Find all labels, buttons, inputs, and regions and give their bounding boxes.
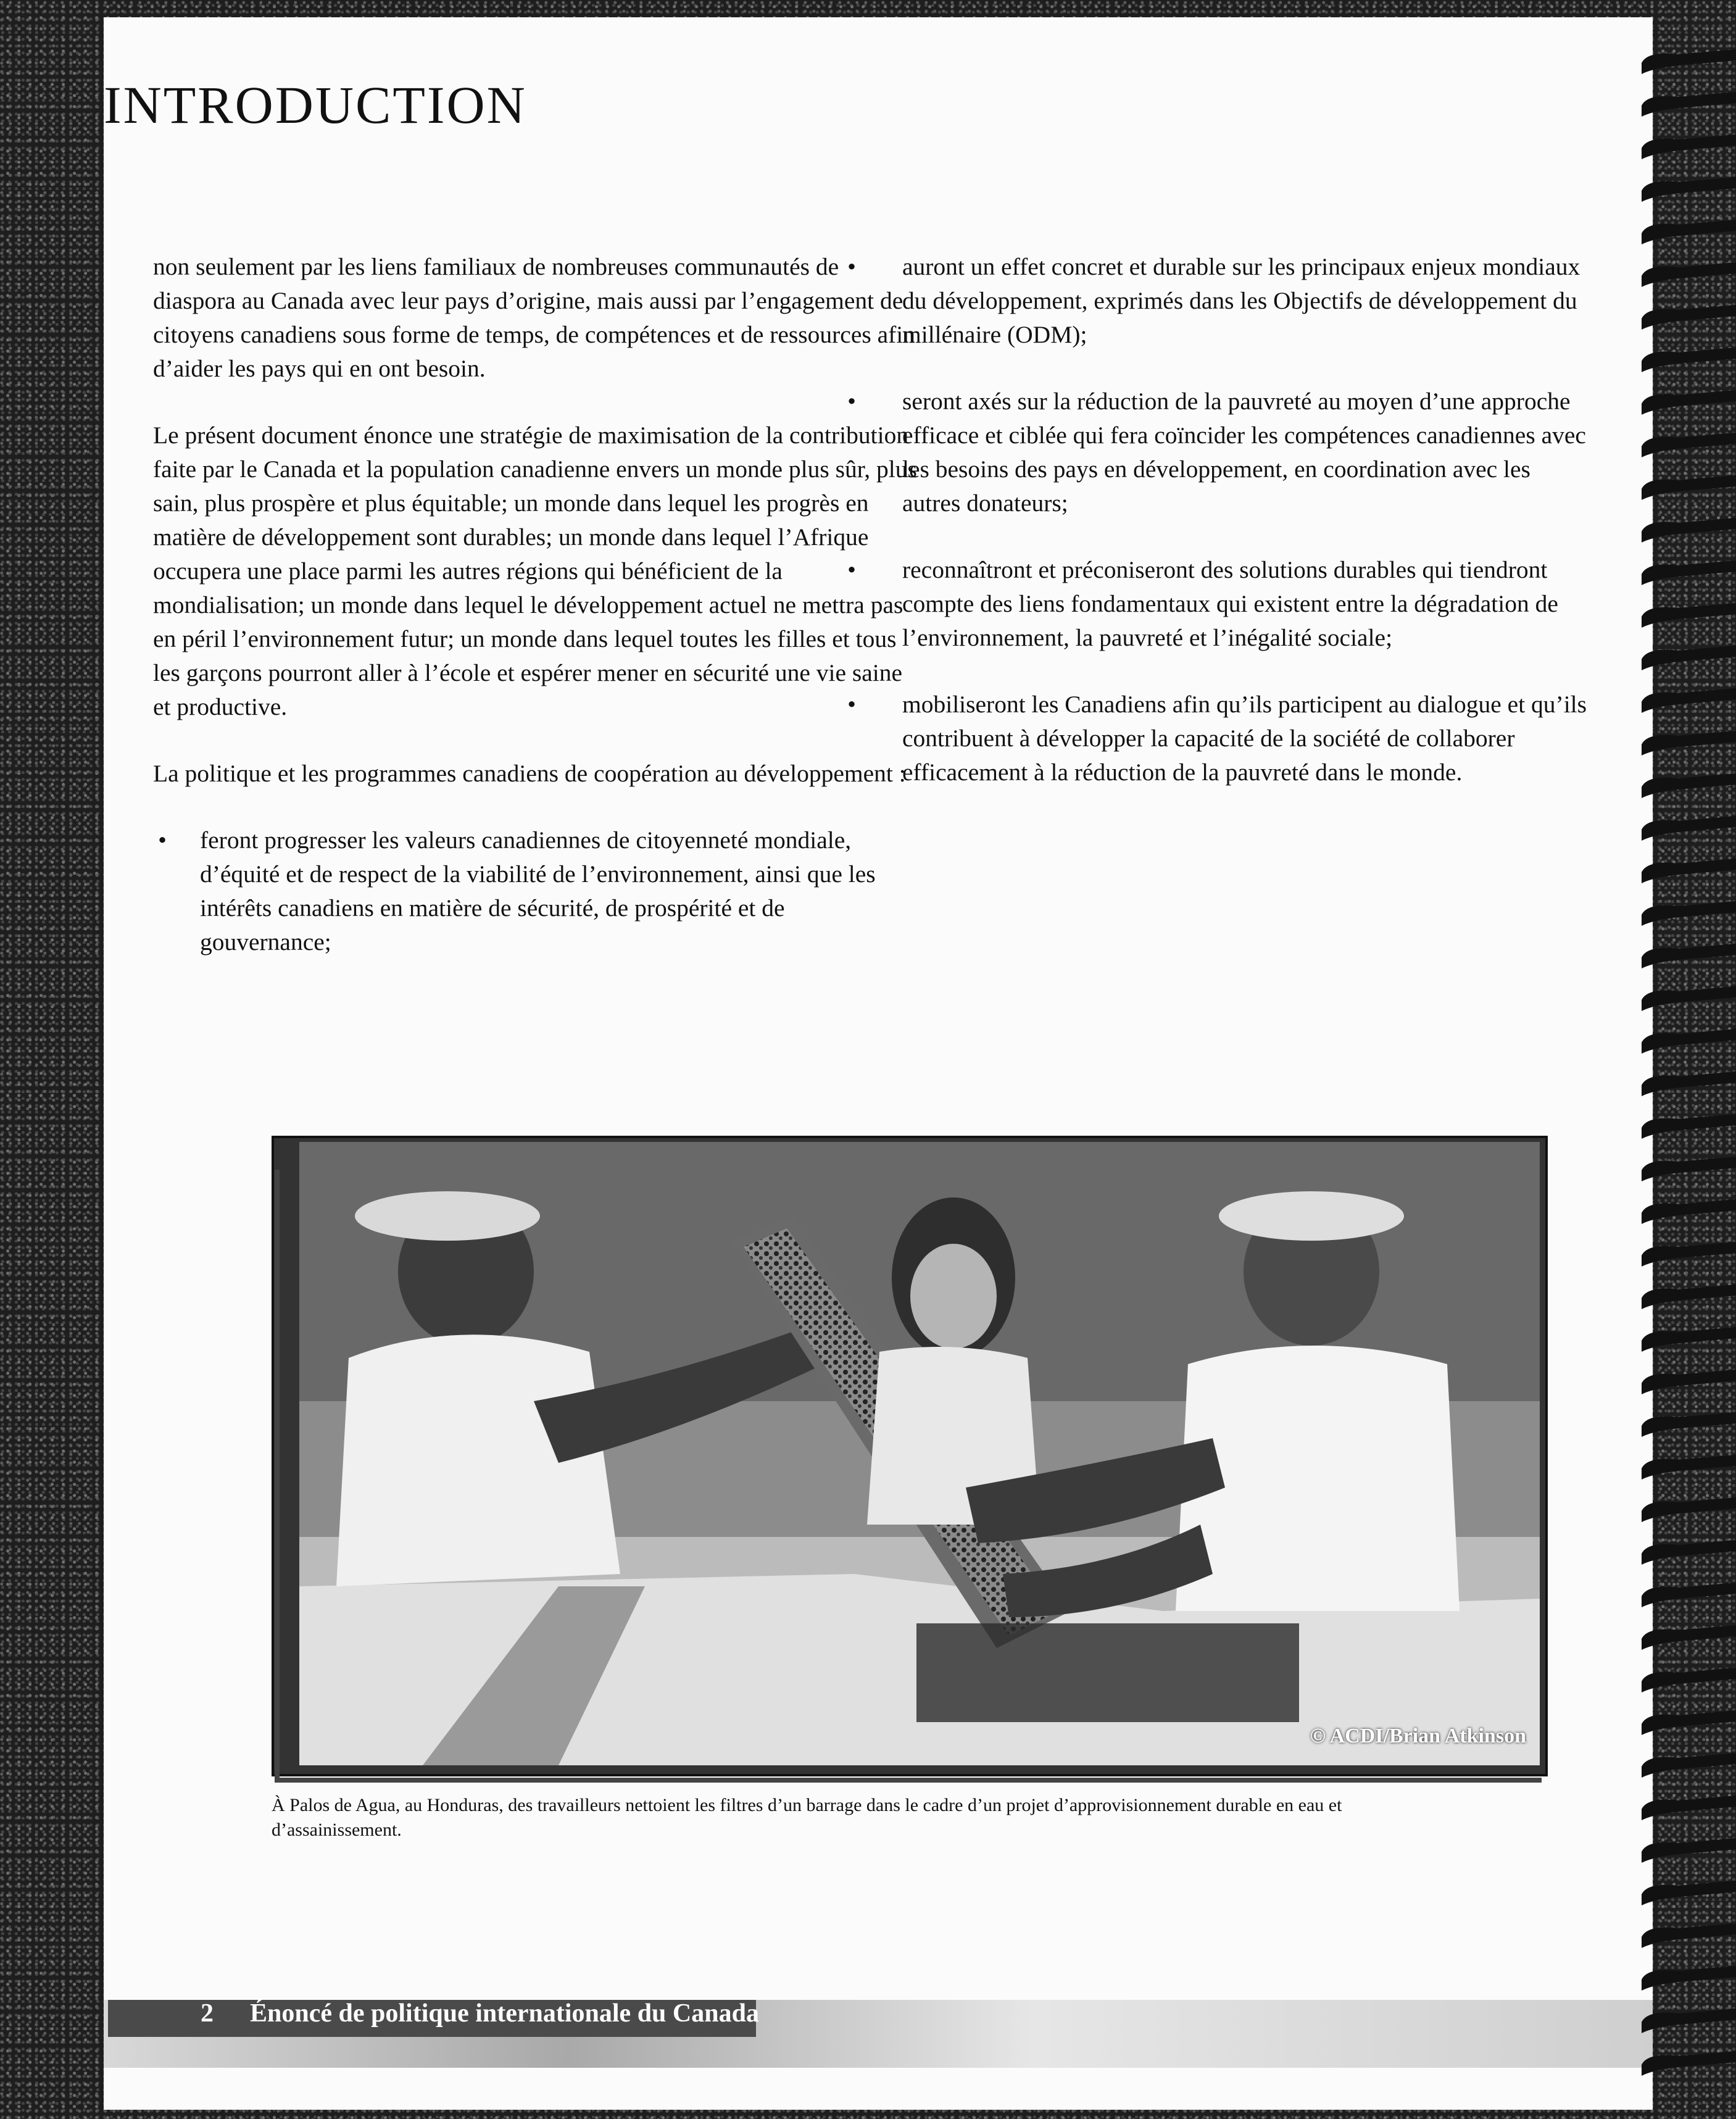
spiral-coil bbox=[1642, 1881, 1736, 1905]
photo-caption: À Palos de Agua, au Honduras, des travailleurs nettoient les filtres d’un barrage dans le cadre d’un projet d’approvisionnement durable en eau et d’assainissement. bbox=[272, 1795, 1342, 1840]
spiral-coil bbox=[1642, 1114, 1736, 1139]
spiral-coil bbox=[1642, 1966, 1736, 1991]
spiral-coil bbox=[1642, 1370, 1736, 1394]
list-item-text: feront progresser les valeurs canadiennes de citoyenneté mondiale, d’équité et de respect de la viabilité de l’environnement, ainsi que les intérêts canadiens en matière de sécurité, de prospérité et de gouvernance; bbox=[200, 826, 876, 955]
page-number: 2 bbox=[201, 1999, 214, 2028]
list-item bbox=[842, 385, 1589, 520]
photo-workers-cleaning-dam-filters bbox=[299, 1142, 1540, 1765]
spiral-coil bbox=[1642, 390, 1736, 415]
paragraph: La politique et les programmes canadiens de coopération au développement : bbox=[153, 760, 906, 787]
spiral-coil bbox=[1642, 1668, 1736, 1692]
spiral-coil bbox=[1642, 177, 1736, 202]
spiral-coil bbox=[1642, 1157, 1736, 1181]
photo-illustration bbox=[299, 1142, 1540, 1765]
list-item bbox=[842, 553, 1589, 655]
bullet-icon: • bbox=[847, 388, 856, 415]
spiral-coil bbox=[1642, 348, 1736, 372]
spiral-coil bbox=[1642, 49, 1736, 74]
spiral-coil bbox=[1642, 560, 1736, 585]
list-item bbox=[842, 250, 1589, 352]
paragraph: Le présent document énonce une stratégie de maximisation de la contribution faite par le Canada et la population canadienne envers un monde plus sûr, plus sain, plus prospère et plus équitable; un monde dans lequel les progrès en matière de développement sont durables; un monde dans lequel l’Afrique occupera une place parmi les autres régions qui bénéficient de la mondialisation; un monde dans lequel le développement actuel ne mettra pas en péril l’environnement futur; un monde dans lequel toutes les filles et tous les garçons pourront aller à l’école et espérer mener en sécurité une vie saine et productive. bbox=[153, 422, 917, 720]
list-item bbox=[842, 688, 1589, 789]
spiral-coil bbox=[1642, 816, 1736, 841]
spiral-binding bbox=[1642, 37, 1736, 2092]
spiral-coil bbox=[1642, 305, 1736, 330]
spiral-coil bbox=[1642, 859, 1736, 883]
list-item-text: auront un effet concret et durable sur les principaux enjeux mondiaux du développement, exprimés dans les Objectifs de développement du millénaire (ODM); bbox=[902, 253, 1580, 348]
spiral-coil bbox=[1642, 433, 1736, 457]
spiral-coil bbox=[1642, 944, 1736, 968]
spiral-coil bbox=[1642, 262, 1736, 287]
left-column bbox=[153, 250, 921, 992]
document-title: Énoncé de politique internationale du Canada bbox=[250, 1999, 759, 2028]
spiral-coil bbox=[1642, 220, 1736, 244]
bullet-list bbox=[842, 250, 1589, 789]
spiral-coil bbox=[1642, 1923, 1736, 1948]
page-title: INTRODUCTION bbox=[104, 75, 527, 135]
spiral-coil bbox=[1642, 1412, 1736, 1437]
spiral-binding-icon bbox=[1642, 37, 1736, 2092]
list-item-text: seront axés sur la réduction de la pauvreté au moyen d’une approche efficace et ciblée qui fera coïncider les compétences canadiennes avec les besoins des pays en développement, en coordination avec les autres donateurs; bbox=[902, 388, 1586, 517]
paragraph: non seulement par les liens familiaux de nombreuses communautés de diaspora au Canada avec leur pays d’origine, mais aussi par l’engagement de citoyens canadiens sous forme de temps, de compétences et de ressources afin d’aider les pays qui en ont besoin. bbox=[153, 253, 916, 382]
spiral-coil bbox=[1642, 688, 1736, 713]
spiral-coil bbox=[1642, 1199, 1736, 1224]
spiral-coil bbox=[1642, 135, 1736, 159]
spiral-coil bbox=[1642, 2009, 1736, 2033]
photo-credit: © ACDI/Brian Atkinson bbox=[1310, 1725, 1526, 1747]
spiral-coil bbox=[1642, 1497, 1736, 1522]
bullet-icon: • bbox=[847, 691, 856, 718]
spiral-coil bbox=[1642, 731, 1736, 756]
spiral-coil bbox=[1642, 773, 1736, 798]
spiral-coil bbox=[1642, 2051, 1736, 2076]
spiral-coil bbox=[1642, 1242, 1736, 1267]
spiral-coil bbox=[1642, 646, 1736, 670]
bullet-list bbox=[153, 823, 921, 959]
spiral-coil bbox=[1642, 475, 1736, 500]
list-item-text: reconnaîtront et préconiseront des solutions durables qui tiendront compte des liens fondamentaux qui existent entre la dégradation de l’environnement, la pauvreté et l’inégalité sociale; bbox=[902, 556, 1558, 651]
spiral-coil bbox=[1642, 1540, 1736, 1565]
spiral-coil bbox=[1642, 986, 1736, 1011]
spiral-coil bbox=[1642, 1710, 1736, 1735]
spiral-coil bbox=[1642, 92, 1736, 117]
spiral-coil bbox=[1642, 1327, 1736, 1352]
spiral-coil bbox=[1642, 1625, 1736, 1650]
right-column bbox=[842, 250, 1589, 822]
bullet-icon: • bbox=[158, 826, 167, 854]
spiral-coil bbox=[1642, 1796, 1736, 1820]
spiral-coil bbox=[1642, 1455, 1736, 1480]
spiral-coil bbox=[1642, 901, 1736, 926]
spiral-coil bbox=[1642, 603, 1736, 628]
spiral-coil bbox=[1642, 518, 1736, 543]
spiral-coil bbox=[1642, 1029, 1736, 1054]
bullet-icon: • bbox=[847, 556, 856, 583]
list-item-text: mobiliseront les Canadiens afin qu’ils participent au dialogue et qu’ils contribuent à développer la capacité de la société de collaborer efficacement à la réduction de la pauvreté dans le monde. bbox=[902, 691, 1587, 786]
spiral-coil bbox=[1642, 1284, 1736, 1309]
spiral-coil bbox=[1642, 1838, 1736, 1863]
bullet-icon: • bbox=[847, 253, 856, 280]
spiral-coil bbox=[1642, 1583, 1736, 1607]
list-item bbox=[153, 823, 921, 959]
spiral-coil bbox=[1642, 1072, 1736, 1096]
spiral-coil bbox=[1642, 1753, 1736, 1778]
